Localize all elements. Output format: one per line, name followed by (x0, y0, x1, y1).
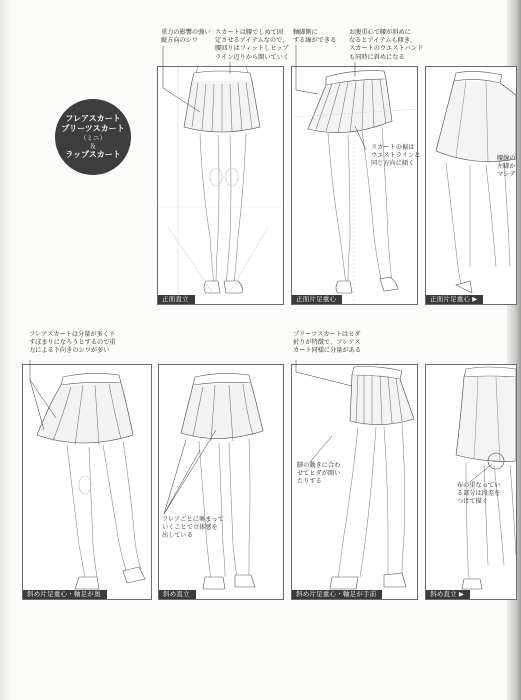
badge-line-1: フレアスカート (65, 114, 121, 123)
panel-caption (158, 295, 195, 304)
annotation-note: 布の重なってい る部分は段差を つけて描く (457, 482, 501, 506)
panel-oblique-back-leg (22, 364, 152, 600)
caption-text: 斜め直立 (430, 590, 457, 598)
panel-front-weight-shift (291, 66, 421, 305)
panel-oblique-standing (158, 364, 284, 600)
badge-line-5: ラップスカート (65, 150, 121, 159)
figure-drawing (292, 67, 417, 304)
figure-drawing (158, 67, 283, 304)
annotation-note: 腰線の 左脚か マシデ (497, 155, 516, 179)
panel-caption (292, 590, 382, 599)
badge-line-3: （ミニ） (80, 134, 106, 142)
annotation-note: 軸脚側に する線ができる (293, 29, 337, 45)
page-gutter-shadow (0, 0, 10, 700)
panel-front-weight-shift-2 (425, 66, 517, 305)
annotation-note: フレアごとに奥まって いくことで立体感を 出している (162, 516, 224, 540)
panel-caption (23, 590, 107, 599)
figure-drawing (426, 67, 516, 304)
annotation-note: フレアスカートは分量が多く下 すぼまりになろうとするので重 力による下向きのシワが多い (29, 331, 116, 355)
panel-caption (426, 590, 470, 599)
annotation-note: プリーツスカートはヒダ 折りが特徴で、フレアス カート同様に分量がある (293, 331, 362, 355)
panel-caption (159, 590, 196, 599)
panel-caption (292, 295, 342, 304)
caption-text: 斜め直立 (163, 590, 190, 598)
caption-arrow-icon: ▶ (472, 295, 478, 303)
panel-caption (426, 295, 483, 304)
caption-text: 斜め片足重心・軸足が手前 (296, 590, 377, 598)
caption-text: 正面片足重心 (296, 295, 337, 303)
annotation-note: 脚の動きに合わ せてヒダが開い たりする (297, 462, 341, 486)
section-badge (55, 99, 131, 175)
badge-line-4: ＆ (89, 142, 97, 150)
caption-text: 正面直立 (162, 295, 189, 303)
caption-text: 斜め片足重心・軸足が奥 (27, 590, 101, 598)
badge-line-2: プリーツスカート (61, 124, 125, 133)
figure-drawing (159, 365, 283, 599)
annotation-note: スカートの裾は ウエストラインと 同じ方向に傾く (371, 144, 421, 168)
annotation-note: 重力の影響の強い 縦方向のシワ (161, 29, 211, 45)
caption-arrow-icon: ▶ (458, 590, 465, 598)
panel-front-standing (157, 66, 284, 305)
annotation-note: お腹重心で腰が斜めに なるとアイテムも傾き、 スカートのウエストバンド も同時に斜めになる (349, 29, 424, 61)
annotation-note: スカートは腰でしめて固 定させるアイテムなので、 腰回りはフィットしヒップ ライン辺りから開いていく (215, 29, 290, 61)
figure-drawing (23, 365, 151, 599)
caption-text: 正面片足重心 (430, 295, 471, 303)
